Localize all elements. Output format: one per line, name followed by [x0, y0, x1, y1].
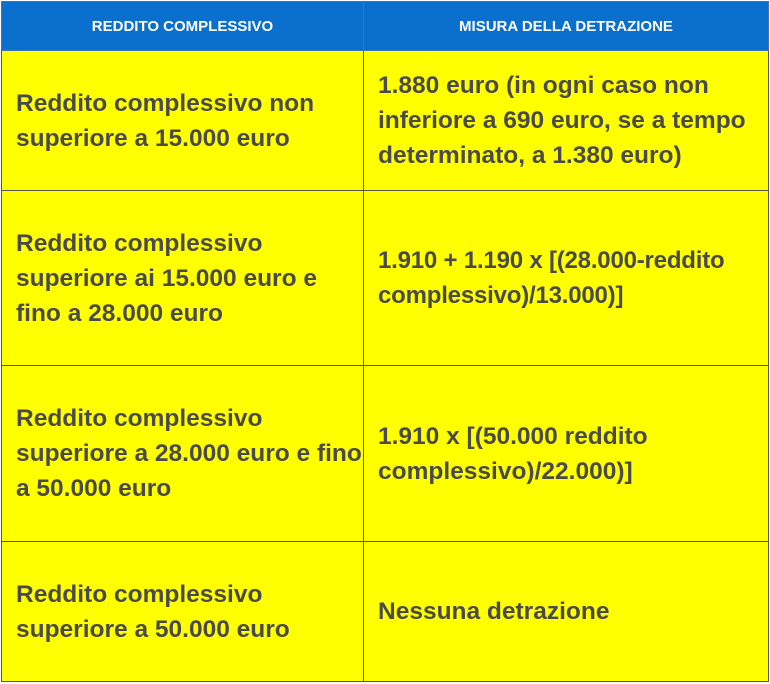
cell-reddito — [2, 51, 364, 191]
table-row — [2, 366, 769, 542]
cell-reddito — [2, 191, 364, 366]
table-header — [2, 2, 769, 51]
table-row — [2, 191, 769, 366]
cell-detrazione-text: 1.910 + 1.190 x [(28.000-reddito complessivo)/13.000)] — [378, 247, 725, 309]
cell-reddito-text: Reddito complessivo superiore a 28.000 euro e fino a 50.000 euro — [16, 405, 362, 502]
cell-reddito-text: Reddito complessivo non superiore a 15.000 euro — [16, 89, 315, 152]
header-misura-detrazione: MISURA DELLA DETRAZIONE — [364, 2, 769, 51]
cell-reddito — [2, 542, 364, 682]
cell-detrazione-text: 1.910 x [(50.000 reddito complessivo)/22.000)] — [378, 422, 648, 485]
cell-detrazione — [364, 51, 769, 191]
table-body — [2, 51, 769, 682]
cell-reddito — [2, 366, 364, 542]
cell-reddito-text: Reddito complessivo superiore ai 15.000 euro e fino a 28.000 euro — [16, 229, 317, 327]
header-row — [2, 2, 769, 51]
table-row — [2, 51, 769, 191]
cell-detrazione-text: 1.880 euro (in ogni caso non inferiore a 690 euro, se a tempo determinato, a 1.380 euro) — [378, 72, 746, 169]
cell-detrazione — [364, 366, 769, 542]
cell-detrazione — [364, 542, 769, 682]
deduction-table — [1, 1, 769, 682]
cell-detrazione-text: Nessuna detrazione — [378, 598, 610, 625]
header-reddito-complessivo: REDDITO COMPLESSIVO — [2, 2, 364, 51]
cell-detrazione — [364, 191, 769, 366]
table-row — [2, 542, 769, 682]
cell-reddito-text: Reddito complessivo superiore a 50.000 euro — [16, 580, 290, 643]
